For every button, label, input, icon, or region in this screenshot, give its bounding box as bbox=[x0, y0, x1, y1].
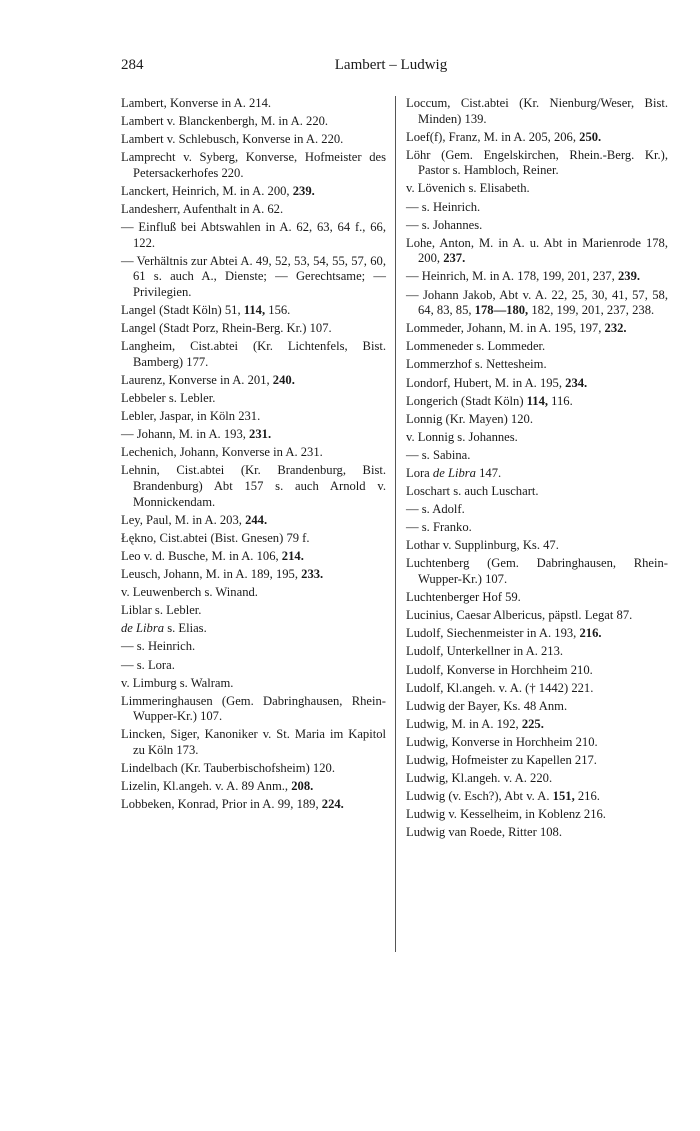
entry-text: Lamprecht v. Syberg, Konverse, Hofmeister des Petersackerhofes 220. bbox=[121, 150, 386, 180]
entry-text: v. Lövenich s. Elisabeth. bbox=[406, 181, 530, 196]
page-header bbox=[121, 57, 661, 79]
entry-text: 182, 199, 201, 237, 238. bbox=[528, 303, 655, 318]
entry-text: Lincken, Siger, Kanoniker v. St. Maria im Kapitol zu Köln 173. bbox=[121, 727, 386, 757]
bold-page-ref: 224. bbox=[321, 797, 344, 812]
entry-text: Lebler, Jaspar, in Köln 231. bbox=[121, 409, 261, 424]
index-entry bbox=[406, 466, 668, 482]
index-entry bbox=[406, 538, 668, 554]
entry-text: Ludwig, Kl.angeh. v. A. 220. bbox=[406, 771, 553, 786]
index-entry bbox=[406, 130, 668, 146]
entry-text: Loef(f), Franz, M. in A. 205, 206, bbox=[406, 129, 580, 144]
bold-page-ref: 244. bbox=[245, 512, 268, 527]
bold-page-ref: 214. bbox=[281, 548, 304, 563]
bold-page-ref: 250. bbox=[579, 129, 602, 144]
entry-text: Lohe, Anton, M. in A. u. Abt in Marienrode 178, 200, bbox=[406, 235, 668, 266]
index-entry bbox=[121, 184, 386, 200]
index-entry bbox=[406, 717, 668, 733]
entry-text: Ludolf, Unterkellner in A. 213. bbox=[406, 644, 564, 659]
bold-page-ref: 239. bbox=[617, 269, 641, 284]
entry-text: s. Elias. bbox=[164, 621, 207, 636]
bold-page-ref: 240. bbox=[272, 373, 295, 387]
entry-text: Ludolf, Kl.angeh. v. A. († 1442) 221. bbox=[406, 680, 594, 695]
italic-text: de Libra bbox=[121, 621, 165, 636]
entry-text: Lommeneder s. Lommeder. bbox=[406, 339, 546, 354]
entry-text: v. Leuwenberch s. Winand. bbox=[121, 585, 258, 600]
index-entry bbox=[406, 771, 668, 787]
entry-text: v. Lonnig s. Johannes. bbox=[406, 429, 518, 444]
bold-page-ref: 216. bbox=[579, 626, 602, 641]
entry-text: Liblar s. Lebler. bbox=[121, 603, 202, 618]
bold-page-ref: 114, bbox=[526, 393, 549, 408]
index-entry bbox=[121, 132, 386, 148]
entry-text: Londorf, Hubert, M. in A. 195, bbox=[406, 375, 566, 390]
index-entry bbox=[406, 502, 668, 518]
index-entry bbox=[406, 269, 668, 285]
entry-text: Ludolf, Siechenmeister in A. 193, bbox=[406, 626, 580, 641]
entry-text: Lambert v. Blanckenbergh, M. in A. 220. bbox=[121, 114, 329, 129]
index-entry bbox=[121, 603, 386, 619]
entry-text: Lechenich, Johann, Konverse in A. 231. bbox=[121, 445, 323, 460]
entry-text: Luchtenberger Hof 59. bbox=[406, 590, 521, 605]
index-entry bbox=[121, 339, 386, 370]
index-entry bbox=[406, 412, 668, 428]
index-entry bbox=[406, 608, 668, 624]
entry-text: Lindelbach (Kr. Tauberbischofsheim) 120. bbox=[121, 761, 335, 776]
entry-text: Lizelin, Kl.angeh. v. A. 89 Anm., bbox=[121, 779, 292, 794]
index-column-left bbox=[121, 96, 386, 815]
entry-text: Landesherr, Aufenthalt in A. 62. bbox=[121, 202, 284, 217]
index-entry bbox=[121, 531, 386, 547]
index-entry bbox=[406, 556, 668, 587]
index-entry bbox=[406, 430, 668, 446]
entry-text: Ludwig van Roede, Ritter 108. bbox=[406, 825, 562, 840]
index-entry bbox=[406, 626, 668, 642]
index-entry bbox=[406, 181, 668, 197]
bold-page-ref: 208. bbox=[291, 779, 314, 794]
entry-text: Löhr (Gem. Engelskirchen, Rhein.-Berg. Kr.), Pastor s. Hambloch, Reiner. bbox=[406, 147, 668, 178]
index-entry bbox=[406, 376, 668, 392]
index-entry bbox=[121, 779, 386, 795]
bold-page-ref: 114, bbox=[243, 303, 266, 318]
index-entry bbox=[121, 409, 386, 425]
index-entry bbox=[121, 150, 386, 181]
index-entry bbox=[121, 639, 386, 655]
index-entry bbox=[121, 303, 386, 319]
index-entry bbox=[121, 797, 386, 813]
entry-text: Langel (Stadt Köln) 51, bbox=[121, 303, 244, 318]
bold-page-ref: 232. bbox=[604, 321, 627, 336]
entry-text: v. Limburg s. Walram. bbox=[121, 675, 234, 690]
index-entry bbox=[406, 484, 668, 500]
entry-text: Łękno, Cist.abtei (Bist. Gnesen) 79 f. bbox=[121, 530, 310, 545]
index-entry bbox=[121, 694, 386, 725]
index-entry bbox=[406, 681, 668, 697]
entry-text: 216. bbox=[574, 789, 600, 804]
index-entry bbox=[406, 148, 668, 179]
entry-text: Lehnin, Cist.abtei (Kr. Brandenburg, Bist. Brandenburg) Abt 157 s. auch Arnold v. Monnickendam. bbox=[121, 463, 386, 509]
entry-text: Lebbeler s. Lebler. bbox=[121, 391, 216, 406]
index-entry bbox=[406, 789, 668, 805]
entry-text: — s. Adolf. bbox=[406, 502, 465, 517]
index-entry bbox=[406, 520, 668, 536]
index-entry bbox=[121, 445, 386, 461]
entry-text: Lothar v. Supplinburg, Ks. 47. bbox=[406, 538, 559, 553]
bold-page-ref: 225. bbox=[521, 716, 544, 731]
index-entry bbox=[406, 288, 668, 319]
index-entry bbox=[121, 567, 386, 583]
entry-text: — Einfluß bei Abtswahlen in A. 62, 63, 64 f., 66, 122. bbox=[121, 220, 386, 250]
entry-text: — s. Franko. bbox=[406, 520, 472, 535]
bold-page-ref: 237. bbox=[443, 251, 466, 266]
index-entry bbox=[121, 427, 386, 443]
bold-page-ref: 231. bbox=[249, 427, 272, 442]
entry-text: Ludwig (v. Esch?), Abt v. A. bbox=[406, 789, 553, 804]
index-entry bbox=[121, 463, 386, 510]
entry-text: — s. Heinrich. bbox=[406, 199, 481, 214]
index-entry bbox=[406, 663, 668, 679]
index-entry bbox=[121, 727, 386, 758]
entry-text: — s. Sabina. bbox=[406, 447, 471, 462]
index-entry bbox=[121, 585, 386, 601]
index-entry bbox=[406, 236, 668, 267]
index-entry bbox=[406, 735, 668, 751]
column-divider bbox=[395, 96, 396, 952]
index-entry bbox=[121, 676, 386, 692]
entry-text: — s. Heinrich. bbox=[121, 639, 196, 654]
index-entry bbox=[406, 218, 668, 234]
index-entry bbox=[406, 200, 668, 216]
index-entry bbox=[406, 699, 668, 715]
entry-text: Ludwig, M. in A. 192, bbox=[406, 716, 522, 731]
index-entry bbox=[121, 621, 386, 637]
index-entry bbox=[406, 339, 668, 355]
entry-text: Longerich (Stadt Köln) bbox=[406, 393, 527, 408]
index-entry bbox=[406, 825, 668, 841]
entry-text: Lonnig (Kr. Mayen) 120. bbox=[406, 411, 533, 426]
entry-text: Leo v. d. Busche, M. in A. 106, bbox=[121, 548, 282, 563]
entry-text: Lucinius, Caesar Albericus, päpstl. Legat 87. bbox=[406, 608, 633, 623]
index-entry bbox=[406, 753, 668, 769]
entry-text: Lambert v. Schlebusch, Konverse in A. 220. bbox=[121, 132, 344, 147]
index-entry bbox=[121, 391, 386, 407]
entry-text: Langel (Stadt Porz, Rhein-Berg. Kr.) 107. bbox=[121, 321, 332, 336]
entry-text: 156. bbox=[265, 303, 291, 318]
entry-text: Limmeringhausen (Gem. Dabringhausen, Rhein-Wupper-Kr.) 107. bbox=[121, 693, 386, 724]
entry-text: Ludwig, Hofmeister zu Kapellen 217. bbox=[406, 752, 597, 767]
index-entry bbox=[406, 96, 668, 127]
index-entry bbox=[121, 220, 386, 251]
index-entry bbox=[406, 321, 668, 337]
entry-text: Luchtenberg (Gem. Dabringhausen, Rhein-Wupper-Kr.) 107. bbox=[406, 556, 668, 587]
entry-text: Lommeder, Johann, M. in A. 195, 197, bbox=[406, 321, 605, 336]
index-column-right bbox=[406, 96, 668, 843]
entry-text: — s. Lora. bbox=[121, 657, 175, 672]
entry-text: Ludwig, Konverse in Horchheim 210. bbox=[406, 734, 598, 749]
page-number: 284 bbox=[121, 57, 144, 73]
index-entry bbox=[121, 114, 386, 130]
italic-text: de Libra bbox=[432, 465, 476, 480]
entry-text: — s. Johannes. bbox=[406, 217, 483, 232]
running-title: Lambert – Ludwig bbox=[334, 57, 448, 73]
entry-text: Lora bbox=[406, 465, 433, 480]
index-entry bbox=[406, 448, 668, 464]
index-entry bbox=[121, 658, 386, 674]
entry-text: Ley, Paul, M. in A. 203, bbox=[121, 512, 246, 527]
bold-page-ref: 178—180, bbox=[474, 303, 529, 318]
index-entry bbox=[121, 96, 386, 112]
entry-text: 116. bbox=[548, 393, 573, 408]
entry-text: Langheim, Cist.abtei (Kr. Lichtenfels, Bist. Bamberg) 177. bbox=[121, 339, 386, 369]
entry-text: Lambert, Konverse in A. 214. bbox=[121, 96, 272, 110]
entry-text: Ludwig v. Kesselheim, in Koblenz 216. bbox=[406, 807, 606, 822]
index-entry bbox=[121, 549, 386, 565]
entry-text: Lanckert, Heinrich, M. in A. 200, bbox=[121, 183, 293, 198]
entry-text: Ludolf, Konverse in Horchheim 210. bbox=[406, 662, 593, 677]
index-entry bbox=[121, 513, 386, 529]
entry-text: Leusch, Johann, M. in A. 189, 195, bbox=[121, 567, 302, 582]
entry-text: — Johann, M. in A. 193, bbox=[121, 427, 250, 442]
bold-page-ref: 239. bbox=[292, 183, 315, 198]
bold-page-ref: 233. bbox=[301, 567, 324, 582]
entry-text: Lommerzhof s. Nettesheim. bbox=[406, 357, 547, 372]
entry-text: — Verhältnis zur Abtei A. 49, 52, 53, 54, 55, 57, 60, 61 s. auch A., Dienste; — Gerechtsame; — Privilegien. bbox=[121, 253, 386, 300]
index-entry bbox=[406, 644, 668, 660]
index-entry bbox=[406, 807, 668, 823]
bold-page-ref: 151, bbox=[552, 789, 575, 804]
entry-text: Loschart s. auch Luschart. bbox=[406, 484, 539, 499]
entry-text: — Heinrich, M. in A. 178, 199, 201, 237, bbox=[406, 269, 618, 284]
index-entry bbox=[121, 254, 386, 301]
index-entry bbox=[406, 394, 668, 410]
entry-text: Lobbeken, Konrad, Prior in A. 99, 189, bbox=[121, 797, 322, 812]
index-entry bbox=[121, 761, 386, 777]
index-entry bbox=[121, 373, 386, 389]
entry-text: Laurenz, Konverse in A. 201, bbox=[121, 373, 273, 387]
index-entry bbox=[406, 357, 668, 373]
bold-page-ref: 234. bbox=[565, 375, 588, 390]
entry-text: Ludwig der Bayer, Ks. 48 Anm. bbox=[406, 698, 568, 713]
entry-text: 147. bbox=[475, 465, 502, 480]
index-entry bbox=[406, 590, 668, 606]
index-entry bbox=[121, 321, 386, 337]
entry-text: Loccum, Cist.abtei (Kr. Nienburg/Weser, Bist. Minden) 139. bbox=[406, 96, 668, 126]
index-entry bbox=[121, 202, 386, 218]
entry-text: — Johann Jakob, Abt v. A. 22, 25, 30, 41, 57, 58, 64, 83, 85, bbox=[406, 287, 668, 318]
